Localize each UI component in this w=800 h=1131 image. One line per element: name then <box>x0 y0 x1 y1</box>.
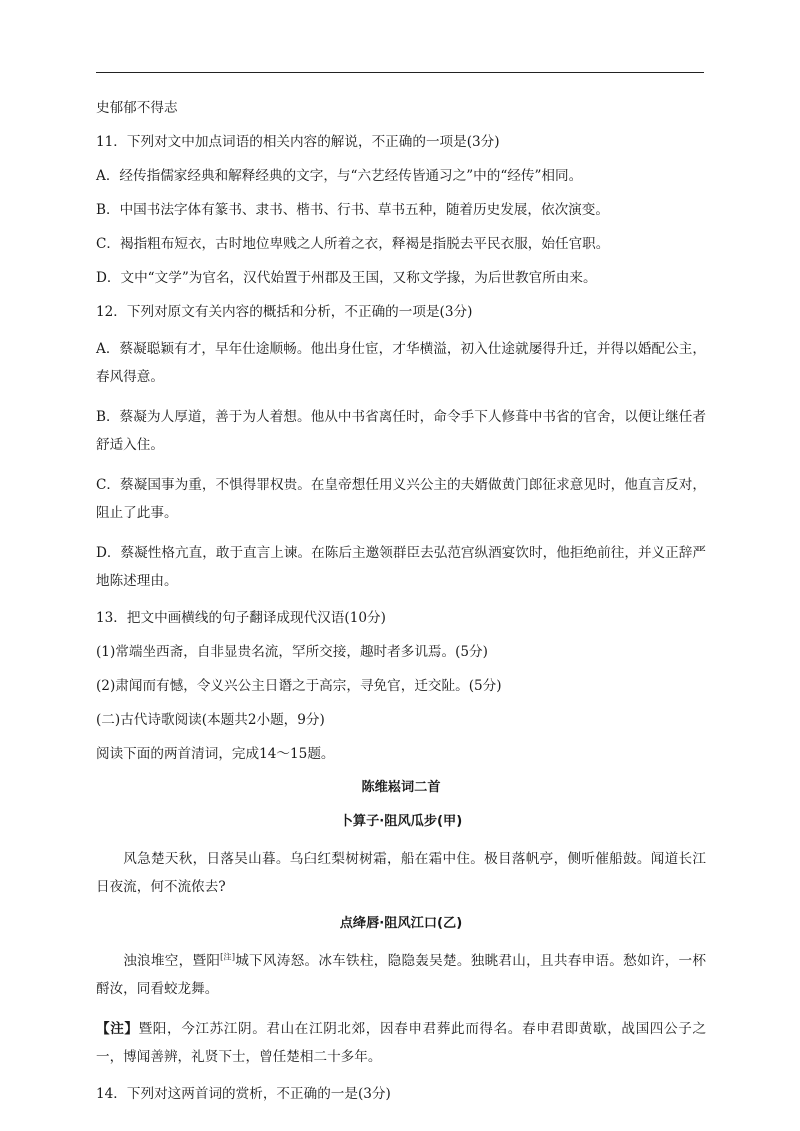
poem-2-text-part-b: 城下风涛怒。冰车铁柱，隐隐轰吴楚。独眺君山，且共春申语。愁如许，一杯酹汝，同看蛟龙舞。 <box>96 953 706 997</box>
poem-2-text-part-a: 浊浪堆空，暨阳 <box>123 953 221 969</box>
question-12-option-b: B．蔡凝为人厚道，善于为人着想。他从中书省离任时，命令手下人修葺中书省的官舍，以便让继任者舒适入住。 <box>96 409 706 453</box>
poem-note <box>96 1015 706 1071</box>
question-11-option-a: A．经传指儒家经典和解释经典的文字，与“六艺经传皆通习之”中的“经传”相同。 <box>96 168 583 184</box>
poem-2-title: 点绛唇·阻风江口(乙) <box>339 916 463 931</box>
question-11-option-c: C．褐指粗布短衣，古时地位卑贱之人所着之衣，释褐是指脱去平民衣服，始任官职。 <box>96 236 610 252</box>
previous-page-continuation: 史郁郁不得志 <box>96 100 178 116</box>
question-11-option-b: B．中国书法字体有篆书、隶书、楷书、行书、草书五种，随着历史发展，依次演变。 <box>96 202 609 218</box>
question-11-stem: 11．下列对文中加点词语的相关内容的解说，不正确的一项是(3分) <box>96 134 500 150</box>
question-12-option-d: D．蔡凝性格亢直，敢于直言上谏。在陈后主邀领群臣去弘范宫纵酒宴饮时，他拒绝前往，并义正辞严地陈述理由。 <box>96 545 706 589</box>
note-label: 【注】 <box>96 1021 139 1037</box>
document-body <box>96 97 706 1117</box>
question-13-sentence-2: (2)肃闻而有憾，令义兴公主日谮之于高宗，寻免官，迁交阯。(5分) <box>96 678 502 694</box>
question-13-stem: 13．把文中画横线的句子翻译成现代汉语(10分) <box>96 610 386 626</box>
poem-2-text <box>96 947 706 1003</box>
poem-collection-title: 陈维崧词二首 <box>361 780 441 795</box>
question-14-stem: 14．下列对这两首词的赏析，不正确的一是(3分) <box>96 1086 391 1102</box>
question-11-option-d: D．文中“文学”为官名，汉代始置于州郡及王国，又称文学掾，为后世教官所由来。 <box>96 270 597 286</box>
note-text: 暨阳，今江苏江阴。君山在江阴北郊，因春申君葬此而得名。春申君即黄歇，战国四公子之一，博闻善辨，礼贤下士，曾任楚相二十多年。 <box>96 1021 707 1065</box>
question-13-sentence-1: (1)常端坐西斋，自非显贵名流，罕所交接，趣时者多讥焉。(5分) <box>96 644 488 660</box>
question-12-option-a: A．蔡凝聪颖有才，早年仕途顺畅。他出身仕宦，才华横溢，初入仕途就屡得升迁，并得以婚配公主，春风得意。 <box>96 341 706 385</box>
section-2-instruction: 阅读下面的两首清词，完成14～15题。 <box>96 746 335 762</box>
footnote-marker: [注] <box>220 952 235 962</box>
section-2-heading: (二)古代诗歌阅读(本题共2小题，9分) <box>96 712 325 728</box>
poem-1-text: 风急楚天秋，日落吴山暮。乌臼红梨树树霜，船在霜中住。极目落帆亭，侧听催船鼓。闻道长江日夜流，何不流侬去? <box>96 851 706 895</box>
question-12-option-c: C．蔡凝国事为重，不惧得罪权贵。在皇帝想任用义兴公主的夫婿做黄门郎征求意见时，他直言反对，阻止了此事。 <box>96 477 706 521</box>
question-12-stem: 12．下列对原文有关内容的概括和分析，不正确的一项是(3分) <box>96 304 473 320</box>
poem-1-title: 卜算子·阻风瓜步(甲) <box>339 814 463 829</box>
header-rule <box>96 72 704 73</box>
